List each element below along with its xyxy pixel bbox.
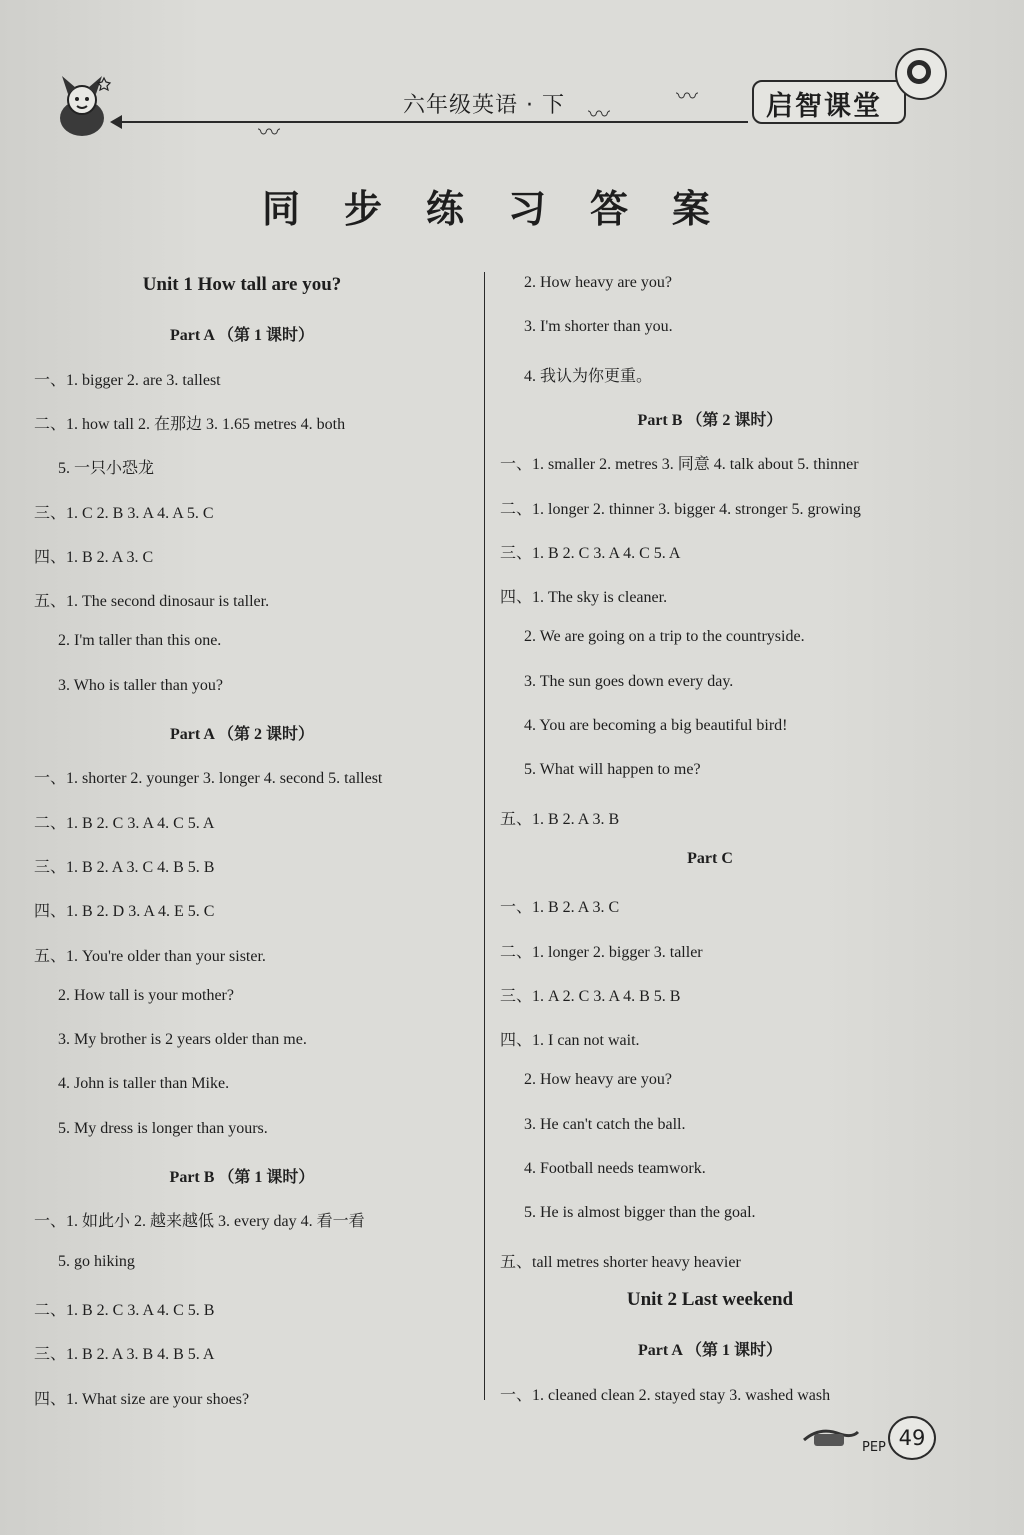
answer-line: 三、1. A 2. C 3. A 4. B 5. B	[500, 987, 681, 1005]
answer-line: 3. He can't catch the ball.	[524, 1115, 686, 1133]
target-logo-icon	[895, 48, 947, 100]
answer-line: 三、1. B 2. C 3. A 4. C 5. A	[500, 544, 681, 562]
answer-line: 3. My brother is 2 years older than me.	[58, 1031, 307, 1049]
part-heading: Part A （第 1 课时）	[638, 1342, 782, 1360]
grade-title: 六年级英语 · 下	[403, 93, 565, 118]
header-rule	[118, 121, 748, 123]
answer-line: 2. We are going on a trip to the countryside.	[524, 628, 805, 646]
unit-heading: Unit 1 How tall are you?	[142, 274, 342, 295]
answer-line: 三、1. C 2. B 3. A 4. A 5. C	[34, 504, 214, 522]
answer-line: 二、1. B 2. C 3. A 4. C 5. A	[34, 814, 215, 832]
answer-line: 3. The sun goes down every day.	[524, 672, 734, 690]
answer-line: 五、1. You're older than your sister.	[34, 947, 266, 965]
flying-book-icon	[800, 1422, 862, 1448]
brand-logo: 启智课堂	[766, 91, 882, 122]
answer-line: 5. My dress is longer than yours.	[58, 1119, 268, 1137]
bird-ornament-icon: 〰	[676, 85, 699, 110]
answer-line: 5. He is almost bigger than the goal.	[524, 1204, 756, 1222]
answer-line: 2. How heavy are you?	[524, 274, 672, 291]
answer-line: 4. John is taller than Mike.	[58, 1075, 230, 1093]
answer-line: 三、1. B 2. A 3. B 4. B 5. A	[34, 1346, 215, 1364]
answer-line: 二、1. how tall 2. 在那边 3. 1.65 metres 4. both	[34, 415, 346, 433]
series-label: PEP	[862, 1440, 886, 1455]
answer-line: 3. I'm shorter than you.	[524, 318, 673, 336]
mascot-icon	[52, 72, 114, 138]
page-number: 49	[888, 1416, 936, 1460]
answer-line: 一、1. bigger 2. are 3. tallest	[34, 371, 221, 389]
answer-line: 4. 我认为你更重。	[524, 367, 653, 385]
part-heading: Part A （第 2 课时）	[170, 726, 314, 743]
answer-line: 二、1. longer 2. thinner 3. bigger 4. stronger 5. growing	[500, 500, 861, 518]
answer-line: 四、1. The sky is cleaner.	[500, 589, 668, 607]
arrow-left-icon	[110, 115, 122, 129]
answer-line: 二、1. longer 2. bigger 3. taller	[500, 943, 703, 961]
answer-line: 2. How tall is your mother?	[58, 986, 234, 1004]
page-header	[0, 0, 1024, 150]
answer-line: 一、1. B 2. A 3. C	[500, 899, 620, 917]
answer-line: 五、tall metres shorter heavy heavier	[500, 1253, 741, 1271]
bird-ornament-icon: 〰	[258, 121, 281, 146]
answer-line: 2. How heavy are you?	[524, 1071, 672, 1089]
answer-line: 四、1. B 2. D 3. A 4. E 5. C	[34, 903, 215, 921]
answer-line: 5. What will happen to me?	[524, 761, 701, 779]
answer-line: 一、1. smaller 2. metres 3. 同意 4. talk about 5. thinner	[500, 456, 859, 474]
answer-line: 一、1. shorter 2. younger 3. longer 4. second 5. tallest	[34, 770, 383, 788]
answer-line: 4. You are becoming a big beautiful bird!	[524, 717, 788, 734]
unit-heading: Unit 2 Last weekend	[626, 1288, 794, 1310]
answer-line: 二、1. B 2. C 3. A 4. C 5. B	[34, 1301, 215, 1319]
page-title: 同步练习答案	[262, 187, 755, 231]
column-divider	[484, 272, 485, 1400]
answer-line: 5. go hiking	[58, 1252, 135, 1270]
answer-line: 三、1. B 2. A 3. C 4. B 5. B	[34, 858, 215, 876]
answer-line: 四、1. What size are your shoes?	[34, 1390, 250, 1408]
answer-line: 5. 一只小恐龙	[58, 460, 155, 478]
part-heading: Part C	[687, 849, 733, 867]
answer-line: 一、1. cleaned clean 2. stayed stay 3. washed wash	[500, 1386, 831, 1404]
part-heading: Part B （第 2 课时）	[637, 411, 783, 429]
answer-line: 4. Football needs teamwork.	[524, 1160, 706, 1177]
answer-line: 一、1. 如此小 2. 越来越低 3. every day 4. 看一看	[34, 1213, 365, 1231]
answer-line: 五、1. B 2. A 3. B	[500, 810, 620, 828]
part-heading: Part A （第 1 课时）	[170, 327, 314, 345]
answer-line: 四、1. I can not wait.	[500, 1032, 640, 1050]
bird-ornament-icon: 〰	[588, 103, 611, 128]
answer-line: 3. Who is taller than you?	[58, 676, 223, 694]
part-heading: Part B （第 1 课时）	[169, 1169, 315, 1186]
answer-line: 四、1. B 2. A 3. C	[34, 548, 154, 566]
answer-line: 五、1. The second dinosaur is taller.	[34, 593, 270, 611]
answer-line: 2. I'm taller than this one.	[58, 632, 222, 650]
